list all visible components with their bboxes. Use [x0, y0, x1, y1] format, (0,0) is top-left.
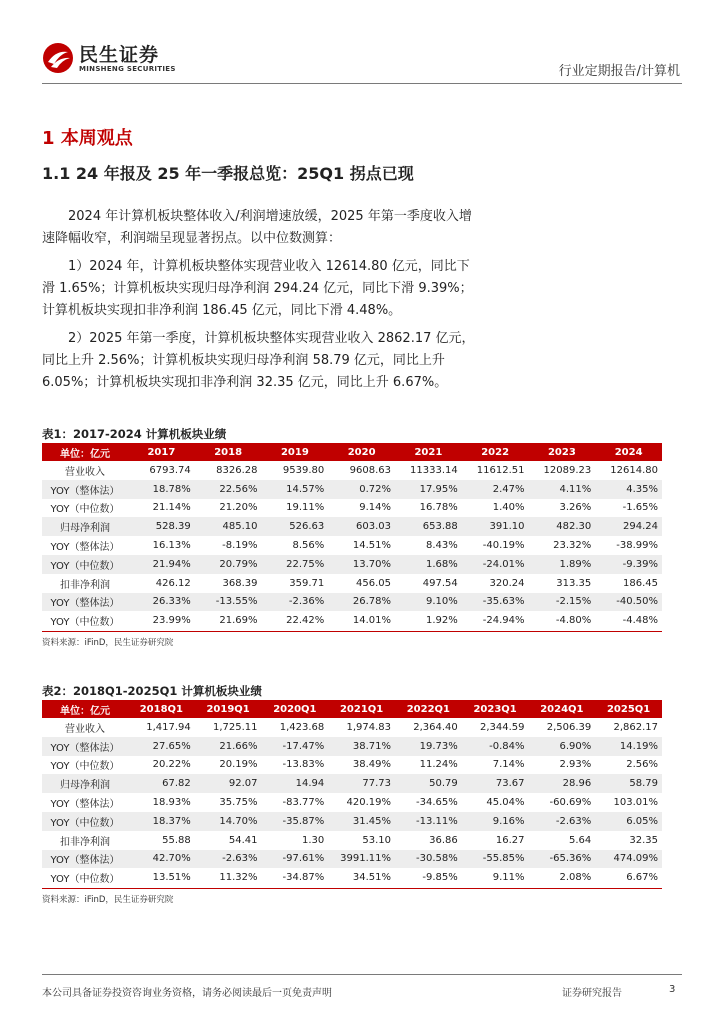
table-cell: 77.73: [328, 774, 395, 793]
unit-header: 单位：亿元: [42, 700, 128, 718]
table-cell: 1.89%: [529, 555, 596, 574]
table-row: [42, 517, 662, 536]
table-cell: 26.33%: [128, 593, 195, 612]
table-row: [42, 593, 662, 612]
table-cell: 420.19%: [346, 797, 391, 809]
table-row: [42, 868, 662, 887]
period-header: 2017: [128, 443, 195, 461]
table-cell: 9539.80: [282, 464, 325, 476]
row-label: YOY（整体法）: [42, 480, 128, 499]
table1-bottom-rule: [42, 631, 662, 632]
table-cell: 53.10: [362, 834, 391, 846]
table-cell: 45.04%: [486, 797, 525, 809]
row-label: YOY（整体法）: [50, 542, 120, 554]
report-category: 行业定期报告/计算机: [558, 64, 680, 79]
table-cell: 21.66%: [195, 737, 262, 756]
table-cell: 2.56%: [626, 759, 658, 771]
minsheng-logo: [42, 40, 182, 80]
table-cell: -40.50%: [595, 593, 662, 612]
table1-source: 资料来源：iFinD，民生证券研究院: [42, 638, 174, 648]
period-header: 2022Q1: [395, 700, 462, 718]
table-cell: -30.58%: [395, 850, 462, 869]
table-cell: -0.84%: [462, 737, 529, 756]
header-divider: [42, 83, 682, 84]
table-cell: 1,417.94: [146, 721, 191, 733]
table-cell: 2,862.17: [613, 721, 658, 733]
table-cell: 13.70%: [328, 555, 395, 574]
table-cell: 1.92%: [425, 615, 458, 627]
row-label: YOY（中位数）: [50, 617, 120, 629]
table-row: [42, 555, 662, 574]
table-cell: 1,974.83: [346, 721, 391, 733]
table-cell: -35.87%: [262, 812, 329, 831]
table-cell: -60.69%: [549, 797, 592, 809]
table-cell: 31.45%: [328, 812, 395, 831]
table-cell: 1.40%: [492, 502, 525, 514]
table-cell: 2.47%: [462, 480, 529, 499]
table-cell: 9.14%: [359, 502, 391, 514]
table-cell: 294.24: [595, 517, 662, 536]
unit-header: 单位：亿元: [42, 443, 128, 461]
table-cell: -13.55%: [195, 593, 262, 612]
table-cell: 14.19%: [595, 737, 662, 756]
table-cell: -83.77%: [282, 797, 325, 809]
table-cell: 18.78%: [128, 480, 195, 499]
table-cell: 32.35: [629, 834, 658, 846]
row-label: YOY（整体法）: [42, 593, 128, 612]
table-cell: 54.41: [228, 834, 258, 846]
table-cell: 22.75%: [262, 555, 329, 574]
table-cell: 55.88: [162, 834, 191, 846]
table-cell: 320.24: [489, 577, 525, 589]
table-cell: 11333.14: [410, 464, 458, 476]
table-row: [42, 480, 662, 499]
table-row: [42, 737, 662, 756]
page-header: [0, 0, 724, 90]
section-heading: 1 本周观点: [42, 128, 133, 149]
table-cell: 1.68%: [395, 555, 462, 574]
table-cell: -24.01%: [462, 555, 529, 574]
table-cell: -1.65%: [622, 502, 658, 514]
table-row: [42, 611, 662, 630]
period-header: 2018: [195, 443, 262, 461]
period-header: 2021: [395, 443, 462, 461]
table-cell: 8.43%: [425, 540, 458, 552]
table-cell: -97.61%: [262, 850, 329, 869]
row-label: 营业收入: [65, 723, 105, 735]
table-cell: -2.63%: [195, 850, 262, 869]
table-cell: 67.82: [128, 774, 195, 793]
table-cell: -55.85%: [462, 850, 529, 869]
row-label: YOY（整体法）: [42, 850, 128, 869]
table-cell: 38.49%: [352, 759, 391, 771]
table-cell: -40.19%: [482, 540, 525, 552]
table-cell: -9.85%: [422, 872, 458, 884]
table-cell: 11612.51: [476, 464, 525, 476]
period-header: 2024: [595, 443, 662, 461]
annual-summary-paragraph: 1）2024 年，计算机板块整体实现营业收入 12614.80 亿元，同比下滑 1.65%；计算机板块实现归母净利润 294.24 亿元，同比下滑 9.39%；计算机板块实现扣非净利润 186.45 亿元，同比下滑 4.48%。: [42, 259, 473, 318]
table-cell: 1.30: [301, 834, 325, 846]
table-cell: -4.80%: [555, 615, 592, 627]
table-cell: -8.19%: [222, 540, 258, 552]
table-cell: -34.65%: [416, 797, 458, 809]
table-cell: 6793.74: [149, 464, 191, 476]
table2-bottom-rule: [42, 888, 662, 889]
table-row: [42, 793, 662, 812]
table-cell: 3991.11%: [328, 850, 395, 869]
table-cell: -35.63%: [462, 593, 529, 612]
annual-performance-table: [42, 443, 662, 630]
period-header: 2024Q1: [529, 700, 596, 718]
table-cell: 1,725.11: [212, 721, 258, 733]
table-cell: 2,506.39: [546, 721, 592, 733]
table-cell: 22.56%: [195, 480, 262, 499]
table-cell: 3.26%: [559, 502, 592, 514]
table-cell: 18.93%: [152, 797, 191, 809]
row-label: YOY（中位数）: [50, 504, 120, 516]
table-row: [42, 756, 662, 775]
period-header: 2019Q1: [195, 700, 262, 718]
table-cell: -9.39%: [595, 555, 662, 574]
table-cell: -17.47%: [262, 737, 329, 756]
table-cell: 14.57%: [262, 480, 329, 499]
table-cell: 22.42%: [286, 615, 325, 627]
table-cell: 11.24%: [419, 759, 458, 771]
table-cell: 36.86: [429, 834, 458, 846]
table-cell: 14.51%: [352, 540, 391, 552]
period-header: 2019: [262, 443, 329, 461]
table-cell: 27.65%: [128, 737, 195, 756]
table-cell: 391.10: [462, 517, 529, 536]
table-cell: 19.73%: [395, 737, 462, 756]
table-cell: 603.03: [328, 517, 395, 536]
logo-english-name: MINSHENG SECURITIES: [79, 65, 176, 73]
period-header: 2018Q1: [128, 700, 195, 718]
table-cell: -38.99%: [616, 540, 658, 552]
table-cell: 42.70%: [128, 850, 195, 869]
table-header-row: [42, 700, 662, 718]
table-cell: 368.39: [222, 577, 258, 589]
table-cell: 8.56%: [292, 540, 325, 552]
table-cell: 21.69%: [219, 615, 258, 627]
table-cell: 359.71: [289, 577, 325, 589]
table-cell: 0.72%: [328, 480, 395, 499]
row-label: 归母净利润: [42, 517, 128, 536]
table-row: [42, 718, 662, 737]
table-cell: 1,423.68: [279, 721, 325, 733]
table-cell: 9608.63: [349, 464, 391, 476]
logo-chinese-name: 民生证券: [79, 44, 160, 66]
table-cell: 482.30: [529, 517, 596, 536]
table-row: [42, 574, 662, 593]
table-cell: 12089.23: [543, 464, 592, 476]
table-cell: 9.16%: [462, 812, 529, 831]
table-row: [42, 774, 662, 793]
table-row: [42, 850, 662, 869]
period-header: 2022: [462, 443, 529, 461]
table-row: [42, 831, 662, 850]
row-label: YOY（整体法）: [50, 799, 120, 811]
footer-disclaimer: 本公司具备证券投资咨询业务资格，请务必阅读最后一页免责声明: [42, 988, 332, 999]
table-cell: 14.70%: [195, 812, 262, 831]
table-cell: 526.63: [262, 517, 329, 536]
table-cell: 2,344.59: [479, 721, 525, 733]
row-label: YOY（整体法）: [42, 737, 128, 756]
period-header: 2020: [328, 443, 395, 461]
table1-caption: 表1：2017-2024 计算机板块业绩: [42, 427, 227, 441]
table-cell: 28.96: [529, 774, 596, 793]
table-cell: 38.71%: [328, 737, 395, 756]
table-cell: 2.08%: [559, 872, 592, 884]
table-cell: 17.95%: [395, 480, 462, 499]
row-label: YOY（中位数）: [42, 812, 128, 831]
table-cell: 18.37%: [128, 812, 195, 831]
table-cell: -24.94%: [482, 615, 525, 627]
table-cell: -13.11%: [395, 812, 462, 831]
table-cell: 497.54: [422, 577, 458, 589]
table-cell: 92.07: [195, 774, 262, 793]
page-number: 3: [669, 984, 676, 995]
table-cell: 4.11%: [529, 480, 596, 499]
table-cell: 73.67: [462, 774, 529, 793]
table-cell: 34.51%: [352, 872, 391, 884]
table-cell: 474.09%: [595, 850, 662, 869]
subsection-heading: 1.1 24 年报及 25 年一季报总览：25Q1 拐点已现: [42, 164, 414, 183]
table-cell: -2.15%: [529, 593, 596, 612]
row-label: YOY（中位数）: [50, 874, 120, 886]
table-cell: 6.05%: [595, 812, 662, 831]
period-header: 2020Q1: [262, 700, 329, 718]
table-cell: 16.78%: [419, 502, 458, 514]
table2-source: 资料来源：iFinD，民生证券研究院: [42, 895, 174, 905]
table-cell: 14.01%: [352, 615, 391, 627]
table-row: [42, 499, 662, 518]
quarterly-summary-paragraph: 2）2025 年第一季度，计算机板块整体实现营业收入 2862.17 亿元，同比上升 2.56%；计算机板块实现归母净利润 58.79 亿元，同比上升 6.05%；计算机板块实现扣非净利润 32.35 亿元，同比上升 6.67%。: [42, 331, 475, 390]
table-cell: 2.93%: [559, 759, 592, 771]
table-cell: 21.20%: [219, 502, 258, 514]
period-header: 2023Q1: [462, 700, 529, 718]
table-cell: 14.94: [262, 774, 329, 793]
row-label: 归母净利润: [42, 774, 128, 793]
table-cell: 11.32%: [219, 872, 258, 884]
table-cell: -2.36%: [262, 593, 329, 612]
row-label: YOY（中位数）: [42, 555, 128, 574]
table-cell: 2,364.40: [413, 721, 458, 733]
table-cell: 16.13%: [152, 540, 191, 552]
table-cell: 485.10: [195, 517, 262, 536]
table-cell: 23.99%: [152, 615, 191, 627]
table-cell: 653.88: [395, 517, 462, 536]
table-cell: 16.27: [495, 834, 525, 846]
table-cell: 9.11%: [492, 872, 525, 884]
table-cell: 5.64: [568, 834, 592, 846]
period-header: 2025Q1: [595, 700, 662, 718]
table-cell: -13.83%: [282, 759, 325, 771]
table-cell: 13.51%: [152, 872, 191, 884]
table2-caption: 表2：2018Q1-2025Q1 计算机板块业绩: [42, 684, 262, 698]
table-cell: 21.14%: [152, 502, 191, 514]
table-cell: 20.79%: [195, 555, 262, 574]
table-cell: 12614.80: [610, 464, 658, 476]
table-cell: 23.32%: [553, 540, 592, 552]
table-cell: 20.19%: [219, 759, 258, 771]
table-cell: 6.67%: [626, 872, 658, 884]
table-cell: 103.01%: [613, 797, 658, 809]
table-cell: 456.05: [356, 577, 391, 589]
intro-paragraph: 2024 年计算机板块整体收入/利润增速放缓，2025 年第一季度收入增速降幅收窄，利润端呈现显著拐点。以中位数测算：: [42, 209, 472, 246]
table-cell: 58.79: [595, 774, 662, 793]
table-row: [42, 536, 662, 555]
row-label: 营业收入: [65, 466, 105, 478]
table-cell: -2.63%: [529, 812, 596, 831]
table-cell: 50.79: [395, 774, 462, 793]
table-cell: 528.39: [128, 517, 195, 536]
row-label: 扣非净利润: [60, 836, 110, 848]
period-header: 2021Q1: [328, 700, 395, 718]
table-cell: 313.35: [556, 577, 592, 589]
table-cell: 26.78%: [328, 593, 395, 612]
table-cell: 4.35%: [595, 480, 662, 499]
table-cell: 21.94%: [128, 555, 195, 574]
table-cell: -34.87%: [282, 872, 325, 884]
row-label: 扣非净利润: [60, 579, 110, 591]
table-row: [42, 461, 662, 480]
footer-report-label: 证券研究报告: [562, 988, 622, 999]
table-cell: 7.14%: [492, 759, 525, 771]
table-cell: 19.11%: [286, 502, 325, 514]
table-cell: 8326.28: [216, 464, 258, 476]
table-cell: -65.36%: [529, 850, 596, 869]
table-cell: 426.12: [155, 577, 191, 589]
table-cell: -4.48%: [622, 615, 658, 627]
table-header-row: [42, 443, 662, 461]
table-row: [42, 812, 662, 831]
table-cell: 186.45: [623, 577, 658, 589]
period-header: 2023: [529, 443, 596, 461]
table-cell: 6.90%: [529, 737, 596, 756]
footer-divider: [42, 974, 682, 975]
table-cell: 9.10%: [395, 593, 462, 612]
quarterly-performance-table: [42, 700, 662, 887]
table-cell: 35.75%: [219, 797, 258, 809]
row-label: YOY（中位数）: [50, 761, 120, 773]
minsheng-logo-icon: [42, 42, 74, 74]
table-cell: 20.22%: [152, 759, 191, 771]
